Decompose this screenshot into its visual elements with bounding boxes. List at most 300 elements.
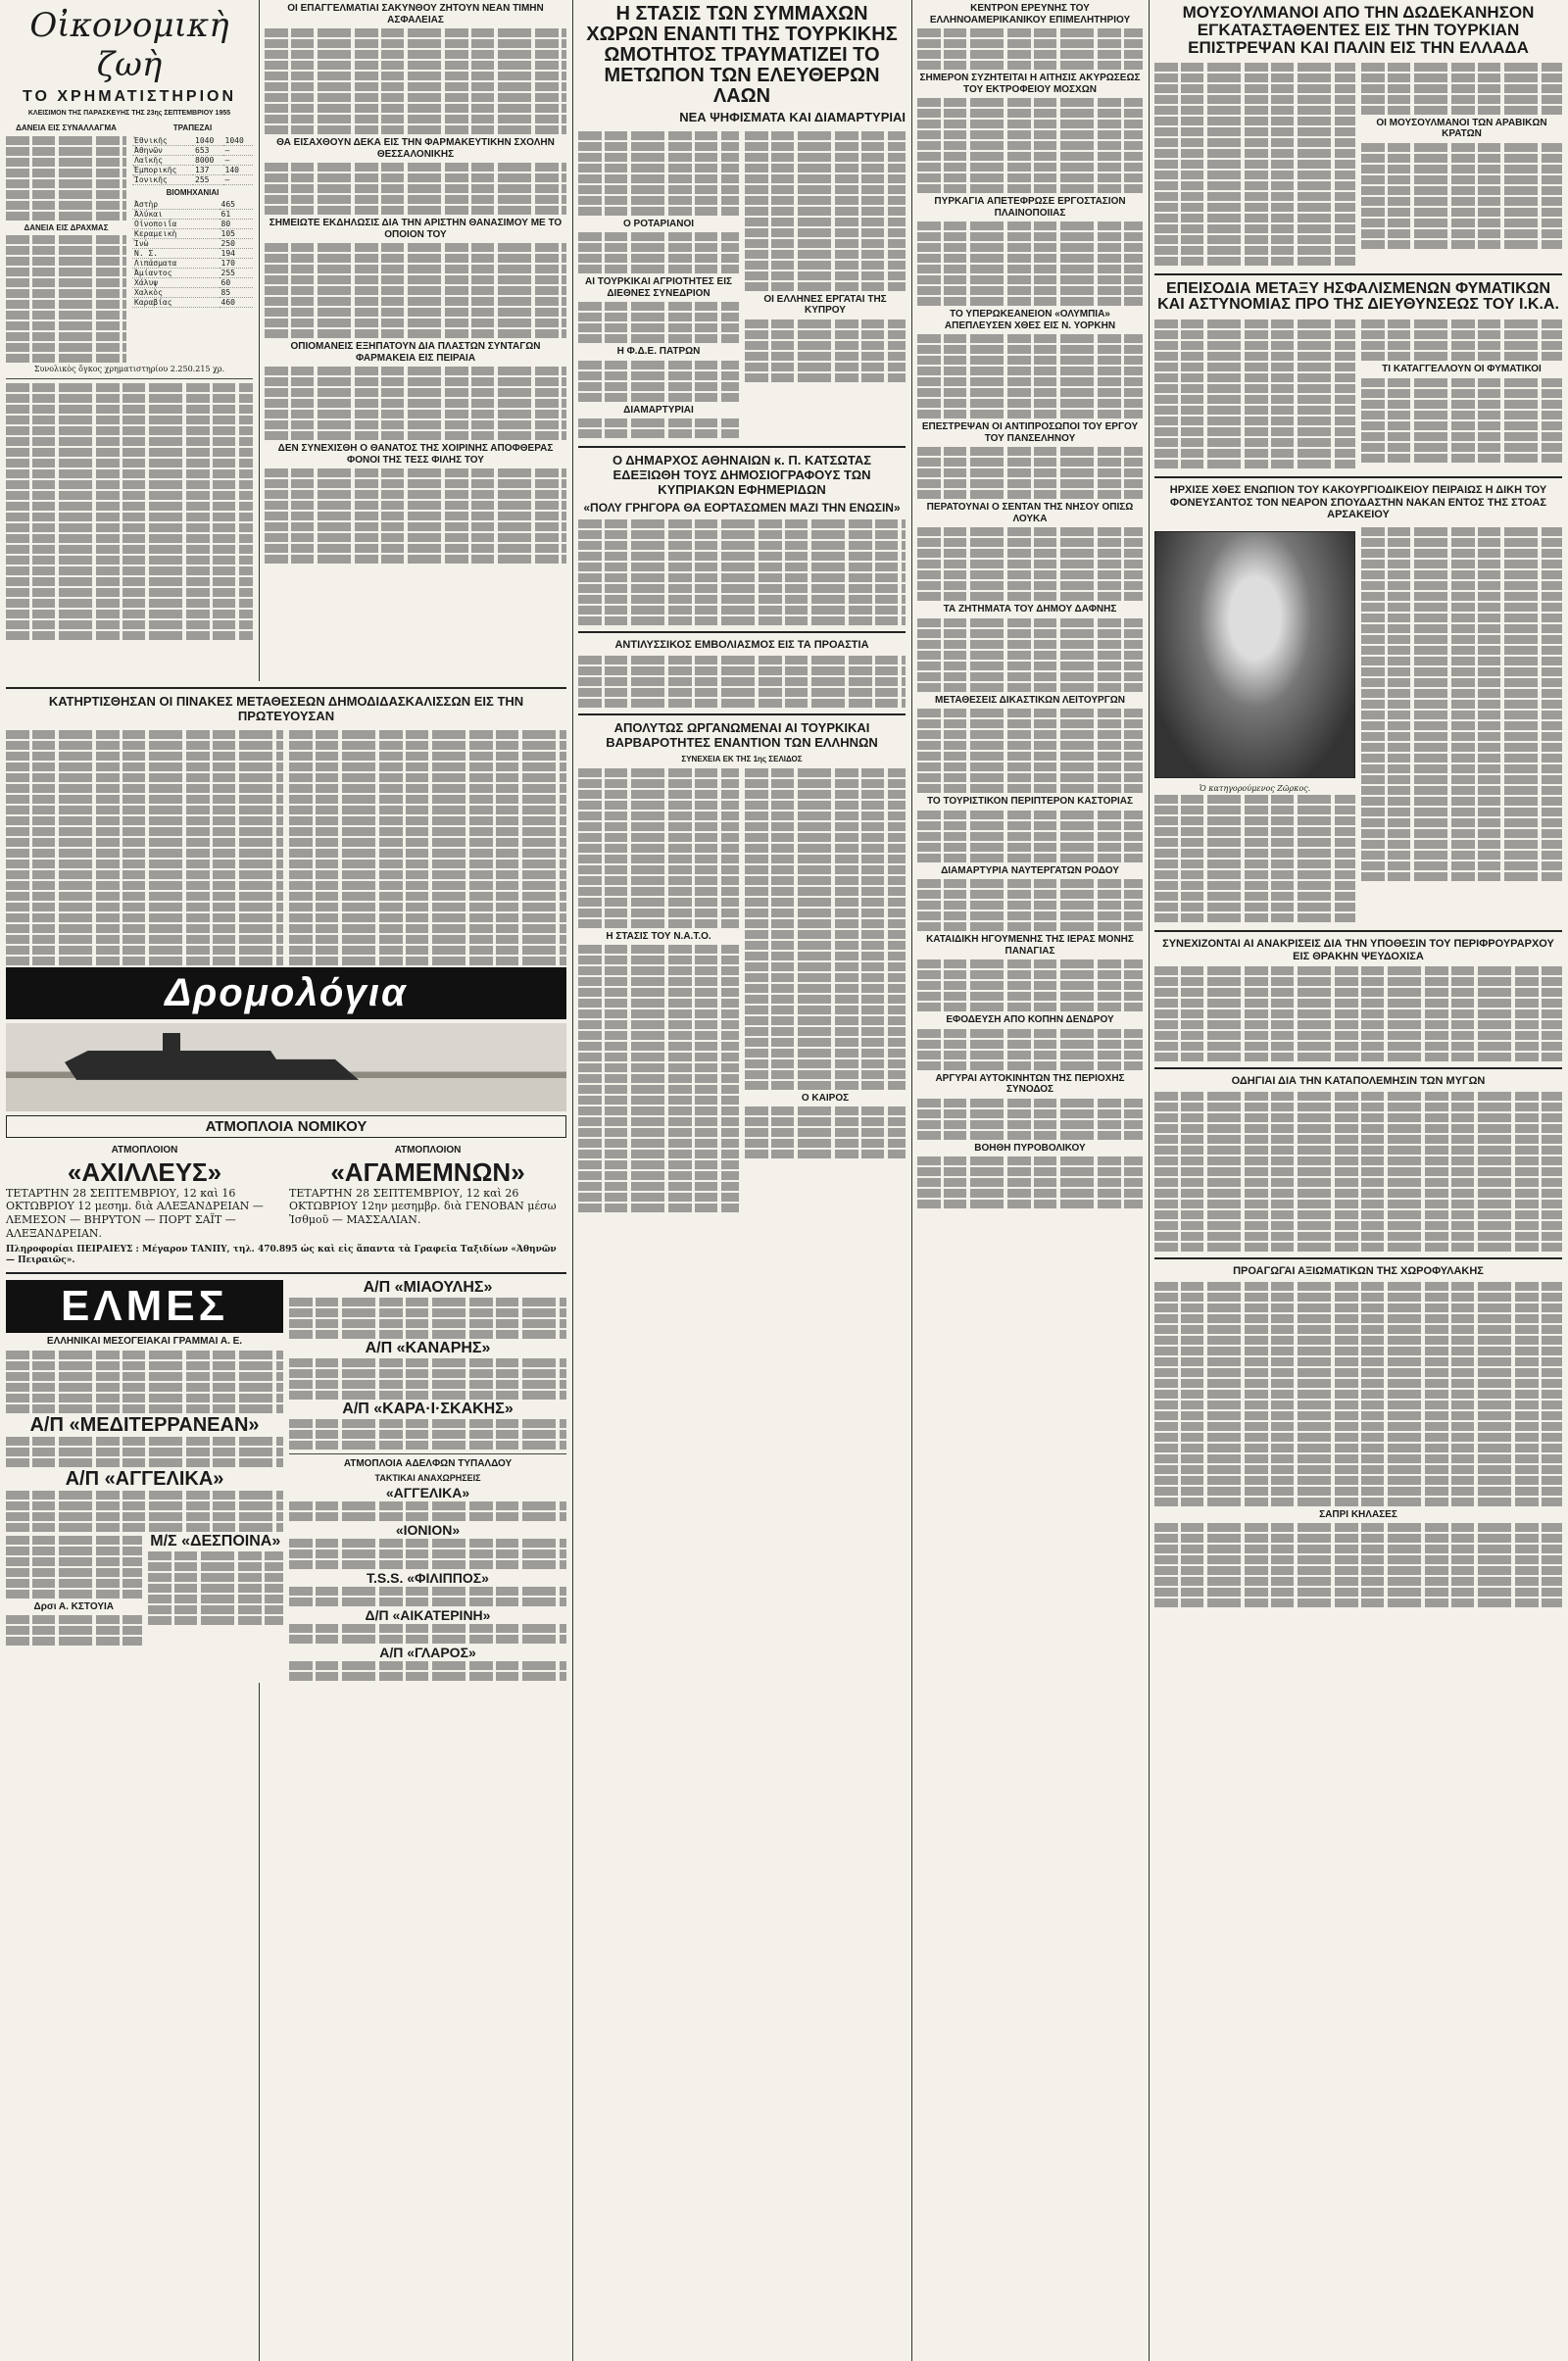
text-line <box>1154 1135 1562 1144</box>
text-line <box>1361 84 1562 93</box>
text-line <box>745 1107 906 1115</box>
text-line <box>6 169 126 177</box>
text-line <box>1154 395 1355 404</box>
headline-tree: ΕΦΟΔΕΥΣΗ ΑΠΟ ΚΟΠΗΝ ΔΕΝΔΡΟΥ <box>946 1014 1114 1025</box>
headline-representatives: ΕΠΕΣΤΡΕΨΑΝ ΟΙ ΑΝΤΙΠΡΟΣΩΠΟΙ ΤΟΥ ΕΡΓΟΥ ΤΟΥ ΠΑΝΣΕΛΗΝΟΥ <box>921 421 1139 444</box>
text-line <box>578 616 906 625</box>
text-line <box>289 1501 566 1510</box>
ship1-schedule: ΤΕΤΑΡΤΗΝ 28 ΣΕΠΤΕΜΒΡΙΟΥ, 12 καὶ 16 ΟΚΤΩΒΡΙΟΥ 12 μεσημ. διὰ ΑΛΕΞΑΝΔΡΕΙΑΝ — ΛΕΜΕΣΟΝ — ΒΗΡΥΤΟΝ — ΠΟΡΤ ΣΑΪΤ — ΑΛΕΞΑΝΔΡΕΙΑΝ. <box>6 1186 264 1240</box>
headline-olympia: ΤΟ ΥΠΕΡΩΚΕΑΝΕΙΟΝ «ΟΛΥΜΠΙΑ» ΑΠΕΠΛΕΥΣΕΝ ΧΘΕΣ ΕΙΣ Ν. ΥΟΡΚΗΝ <box>944 309 1116 331</box>
text-line <box>1154 1433 1562 1442</box>
text-line <box>917 662 1143 670</box>
text-line <box>6 620 253 629</box>
text-line <box>289 957 566 965</box>
text-line <box>745 790 906 799</box>
text-line <box>1154 1523 1562 1532</box>
text-line <box>917 1109 1143 1118</box>
text-line <box>6 1458 283 1467</box>
text-line <box>1154 1031 1562 1040</box>
text-line <box>6 806 283 814</box>
filippos-ship: T.S.S. «ΦΙΛΙΠΠΟΣ» <box>367 1569 489 1586</box>
text-line <box>1361 689 1562 698</box>
text-line <box>1154 181 1355 190</box>
text-line <box>6 448 253 457</box>
text-line <box>6 1351 283 1359</box>
text-line <box>6 1448 283 1456</box>
text-line <box>1361 592 1562 601</box>
text-line <box>1154 320 1355 328</box>
text-line <box>289 762 566 771</box>
text-line <box>289 1358 566 1367</box>
text-line <box>578 232 739 241</box>
text-line <box>578 865 739 874</box>
subhead-rotarians: Ο ΡΟΤΑΡΙΑΝΟΙ <box>622 218 695 229</box>
text-line <box>917 762 1143 771</box>
text-line <box>745 330 906 339</box>
text-line <box>917 672 1143 681</box>
text-line <box>1361 219 1562 227</box>
text-line <box>578 790 739 799</box>
text-line <box>1154 1487 1562 1496</box>
text-line <box>1154 246 1355 255</box>
text-line <box>1154 1577 1562 1586</box>
text-line <box>6 190 126 199</box>
text-line <box>1154 1156 1562 1165</box>
text-line <box>917 243 1143 252</box>
text-line <box>289 784 566 793</box>
headline-judges: ΜΕΤΑΘΕΣΕΙΣ ΔΙΚΑΣΤΙΚΩΝ ΛΕΙΤΟΥΡΓΩΝ <box>935 694 1125 706</box>
text-line <box>745 952 906 960</box>
text-line <box>1154 406 1355 415</box>
text-line <box>289 1298 566 1306</box>
text-line <box>265 420 566 429</box>
table-row: Κεραμεικὴ 105 <box>132 228 253 238</box>
text-line <box>1361 208 1562 217</box>
text-line <box>1361 432 1562 441</box>
text-line <box>1154 417 1355 425</box>
text-line <box>578 1063 739 1072</box>
text-line <box>745 973 906 982</box>
text-line <box>917 221 1143 230</box>
text-line <box>917 719 1143 728</box>
kanaris-ship: Α/Π «ΚΑΝΑΡΗΣ» <box>365 1340 491 1357</box>
text-line <box>917 254 1143 263</box>
text-line <box>745 1038 906 1047</box>
text-line <box>578 1117 739 1126</box>
text-line <box>578 185 739 194</box>
text-line <box>289 1587 566 1596</box>
text-line <box>917 1029 1143 1038</box>
text-line <box>6 246 126 255</box>
table-row: Ἀστὴρ 465 <box>132 200 253 210</box>
text-line <box>578 1193 739 1202</box>
text-line <box>289 730 566 739</box>
text-line <box>1154 827 1355 836</box>
text-line <box>917 50 1143 59</box>
text-line <box>917 468 1143 477</box>
text-line <box>265 72 566 80</box>
text-line <box>917 911 1143 920</box>
text-line <box>265 533 566 542</box>
text-line <box>1361 352 1562 361</box>
text-line <box>289 1672 566 1681</box>
text-line <box>917 922 1143 931</box>
text-line <box>6 762 283 771</box>
text-line <box>917 784 1143 793</box>
text-line <box>745 833 906 842</box>
text-line <box>265 61 566 70</box>
headline-opium: ΟΠΙΟΜΑΝΕΙΣ ΕΞΗΠΑΤΟΥΝ ΔΙΑ ΠΛΑΣΤΩΝ ΣΥΝΤΑΓΩΝ ΦΑΡΜΑΚΕΙΑ ΕΙΣ ΠΕΙΡΑΙΑ <box>290 341 541 364</box>
headline-last: ΣΑΠΡΙ ΚΗΛΑΣΕΣ <box>1319 1508 1397 1520</box>
text-line <box>578 1020 739 1029</box>
text-line <box>1154 1599 1562 1607</box>
text-line <box>265 104 566 113</box>
text-line <box>289 1624 566 1633</box>
text-line <box>1361 635 1562 644</box>
text-line <box>6 1437 283 1446</box>
text-line <box>6 201 126 210</box>
text-line <box>578 945 739 954</box>
text-line <box>1361 754 1562 762</box>
text-line <box>1154 1009 1562 1018</box>
text-line <box>289 903 566 911</box>
text-line <box>6 566 253 575</box>
text-line <box>265 93 566 102</box>
text-line <box>6 957 283 965</box>
text-line <box>917 629 1143 638</box>
text-line <box>917 120 1143 128</box>
text-line <box>917 141 1143 150</box>
headline-dafni: ΤΑ ΖΗΤΗΜΑΤΑ ΤΟΥ ΔΗΜΟΥ ΔΑΦΝΗΣ <box>943 604 1117 615</box>
text-line <box>6 416 253 424</box>
text-line <box>917 1040 1143 1049</box>
text-line <box>1154 806 1355 814</box>
text-line <box>1154 1555 1562 1564</box>
headline-teachers: ΚΑΤΗΡΤΙΣΘΗΣΑΝ ΟΙ ΠΙΝΑΚΕΣ ΜΕΤΑΘΕΣΕΩΝ ΔΗΜΟΔΙΔΑΣΚΑΛΙΣΣΩΝ ΕΙΣ ΤΗΝ ΠΡΩΤΕΥΟΥΣΑΝ <box>48 694 524 723</box>
text-line <box>578 530 906 539</box>
text-line <box>265 115 566 123</box>
text-line <box>289 1661 566 1670</box>
text-line <box>578 131 739 140</box>
text-line <box>578 371 739 380</box>
text-line <box>1154 988 1562 997</box>
text-line <box>265 265 566 273</box>
text-line <box>1361 678 1562 687</box>
headline-kastoria: ΤΟ ΤΟΥΡΙΣΤΙΚΟΝ ΠΕΡΙΠΤΕΡΟΝ ΚΑΣΤΟΡΙΑΣ <box>926 796 1134 807</box>
text-line <box>1154 1325 1562 1334</box>
text-line <box>1361 667 1562 676</box>
headline-calf-farm: ΣΗΜΕΡΟΝ ΣΥΖΗΤΕΙΤΑΙ Η ΑΙΤΗΣΙΣ ΑΚΥΡΩΣΕΩΣ ΤΟΥ ΕΚΤΡΟΦΕΙΟΥ ΜΟΣΧΩΝ <box>919 73 1141 95</box>
text-line <box>1154 966 1562 975</box>
text-line <box>917 1003 1143 1011</box>
text-line <box>6 311 126 320</box>
text-line <box>917 709 1143 717</box>
text-line <box>289 1539 566 1548</box>
divider <box>6 687 566 689</box>
typaldou-subtitle: ΤΑΚΤΙΚΑΙ ΑΝΑΧΩΡΗΣΕΙΣ <box>374 1472 481 1483</box>
text-line <box>1361 786 1562 795</box>
text-line <box>917 479 1143 488</box>
text-line <box>578 382 739 391</box>
text-line <box>745 207 906 216</box>
text-line <box>1154 1053 1562 1061</box>
text-line <box>1154 1210 1562 1219</box>
text-line <box>1154 373 1355 382</box>
text-line <box>917 1061 1143 1070</box>
ship2-name: «ΑΓΑΜΕΜΝΩΝ» <box>330 1156 525 1187</box>
aikaterini-ship: Δ/Π «ΑΙΚΑΤΕΡΙΝΗ» <box>365 1606 491 1623</box>
text-line <box>1154 1293 1562 1302</box>
text-line <box>1154 138 1355 147</box>
text-line <box>289 1308 566 1317</box>
headline-death: ΔΕΝ ΣΥΝΕΧΙΣΘΗ Ο ΘΑΝΑΤΟΣ ΤΗΣ ΧΟΙΡΙΝΗΣ ΑΠΟΦΘΕΡΑΣ ΦΟΝΟΙ ΤΗΣ ΤΕΣΣ ΦΙΛΗΣ ΤΟΥ <box>277 443 554 466</box>
text-line <box>745 995 906 1004</box>
despoina-ship: Μ/Σ «ΔΕΣΠΟΙΝΑ» <box>150 1532 281 1549</box>
text-line <box>917 458 1143 467</box>
text-line <box>1154 1336 1562 1345</box>
text-line <box>6 394 253 403</box>
text-line <box>289 816 566 825</box>
text-line <box>1361 411 1562 419</box>
text-line <box>1154 1476 1562 1485</box>
text-line <box>1361 700 1562 709</box>
headline-rhodes-seamen: ΔΙΑΜΑΡΤΥΡΙΑ ΝΑΥΤΕΡΓΑΤΩΝ ΡΟΔΟΥ <box>941 864 1119 876</box>
text-line <box>745 855 906 863</box>
text-line <box>148 1584 284 1593</box>
text-line <box>917 61 1143 70</box>
text-line <box>289 1512 566 1521</box>
text-line <box>1361 808 1562 816</box>
mayor-quote: «ΠΟΛΥ ΓΡΗΓΟΡΑ ΘΑ ΕΟΡΤΑΣΩΜΕΝ ΜΑΖΙ ΤΗΝ ΕΝΩΣΙΝ» <box>583 501 901 516</box>
text-line <box>6 354 126 363</box>
text-line <box>265 479 566 488</box>
text-line <box>1154 106 1355 115</box>
text-line <box>1361 721 1562 730</box>
text-line <box>265 544 566 553</box>
text-line <box>289 752 566 761</box>
headline-flies: ΟΔΗΓΙΑΙ ΔΙΑ ΤΗΝ ΚΑΤΑΠΟΛΕΜΗΣΙΝ ΤΩΝ ΜΥΓΩΝ <box>1231 1075 1486 1088</box>
text-line <box>578 656 906 664</box>
text-line <box>265 82 566 91</box>
text-line <box>1154 870 1355 879</box>
text-line <box>745 261 906 270</box>
text-line <box>6 278 126 287</box>
text-line <box>6 881 283 890</box>
text-line <box>745 919 906 928</box>
text-line <box>578 1139 739 1148</box>
divider <box>1154 273 1562 275</box>
text-line <box>6 849 283 858</box>
text-line <box>578 1182 739 1191</box>
text-line <box>1154 1465 1562 1474</box>
glaros-ship: Α/Π «ΓΛΑΡΟΣ» <box>379 1644 476 1660</box>
text-line <box>6 610 253 618</box>
text-line <box>289 827 566 836</box>
text-line <box>148 1551 284 1560</box>
text-line <box>1361 106 1562 115</box>
text-line <box>578 174 739 183</box>
lead-headline: Η ΣΤΑΣΙΣ ΤΩΝ ΣΥΜΜΑΧΩΝ ΧΩΡΩΝ ΕΝΑΝΤΙ ΤΗΣ ΤΟΥΡΚΙΚΗΣ ΩΜΟΤΗΤΟΣ ΤΡΑΥΜΑΤΙΖΕΙ ΤΟ ΜΕΤΩΠΟΝ ΤΩΝ ΕΛΕΥΘΕΡΩΝ ΛΑΩΝ <box>586 3 898 107</box>
text-line <box>578 142 739 151</box>
text-line <box>1361 549 1562 558</box>
text-line <box>917 843 1143 852</box>
text-line <box>578 302 739 311</box>
text-line <box>265 184 566 193</box>
headline-abbess: ΚΑΤΑΙΔΙΚΗ ΗΓΟΥΜΕΝΗΣ ΤΗΣ ΙΕΡΑΣ ΜΟΝΗΣ ΠΑΝΑΓΙΑΣ <box>926 934 1134 957</box>
text-line <box>6 870 283 879</box>
text-line <box>1154 903 1355 911</box>
text-line <box>265 329 566 338</box>
kstoyia-ad: Δρσι Α. ΚΣΤΟΥΙΑ <box>33 1600 114 1612</box>
text-line <box>1154 384 1355 393</box>
text-line <box>917 163 1143 172</box>
text-line <box>6 257 126 266</box>
text-line <box>917 618 1143 627</box>
text-line <box>745 373 906 382</box>
text-line <box>578 919 739 928</box>
text-line <box>1154 1314 1562 1323</box>
text-line <box>265 254 566 263</box>
text-line <box>1154 63 1355 72</box>
text-line <box>148 1616 284 1625</box>
text-line <box>578 563 906 571</box>
text-line <box>745 876 906 885</box>
text-line <box>1154 427 1355 436</box>
text-line <box>745 164 906 172</box>
text-line <box>289 935 566 944</box>
text-line <box>917 399 1143 408</box>
text-line <box>578 334 739 343</box>
text-line <box>745 1139 906 1148</box>
nomikou-ships <box>6 1142 566 1243</box>
text-line <box>6 459 253 467</box>
text-line <box>917 1051 1143 1059</box>
text-line <box>6 1394 283 1402</box>
text-line <box>745 239 906 248</box>
text-line <box>6 158 126 167</box>
text-line <box>1154 363 1355 371</box>
text-line <box>6 946 283 955</box>
text-line <box>917 275 1143 284</box>
text-line <box>6 513 253 521</box>
text-line <box>1361 175 1562 184</box>
text-line <box>6 1501 283 1510</box>
text-line <box>1154 1092 1562 1101</box>
text-line <box>917 592 1143 601</box>
text-line <box>917 297 1143 306</box>
text-line <box>745 930 906 939</box>
text-line <box>917 184 1143 193</box>
text-line <box>6 924 283 933</box>
text-line <box>917 265 1143 273</box>
text-line <box>6 913 283 922</box>
text-line <box>1361 74 1562 82</box>
total-volume: Συνολικὸς ὄγκος χρηματιστηρίου 2.250.215 χρ. <box>33 364 225 373</box>
text-line <box>578 573 906 582</box>
text-line <box>1361 797 1562 806</box>
text-line <box>289 1430 566 1439</box>
text-line <box>265 522 566 531</box>
text-line <box>265 319 566 327</box>
subhead-cyprus-workers: ΟΙ ΕΛΛΗΝΕΣ ΕΡΓΑΤΑΙ ΤΗΣ ΚΥΠΡΟΥ <box>763 293 887 317</box>
text-line <box>1361 378 1562 387</box>
text-line <box>1154 1232 1562 1241</box>
text-line <box>265 399 566 408</box>
text-line <box>917 1200 1143 1208</box>
text-line <box>917 39 1143 48</box>
text-line <box>745 1150 906 1158</box>
text-line <box>1154 1379 1562 1388</box>
text-line <box>917 377 1143 386</box>
text-line <box>917 730 1143 739</box>
text-line <box>578 801 739 810</box>
text-line <box>265 512 566 520</box>
text-line <box>6 730 283 739</box>
text-line <box>1154 816 1355 825</box>
text-line <box>1361 861 1562 870</box>
text-line <box>6 773 283 782</box>
text-line <box>917 28 1143 37</box>
text-line <box>745 909 906 917</box>
text-line <box>265 39 566 48</box>
text-line <box>1154 1444 1562 1452</box>
text-line <box>1361 775 1562 784</box>
text-line <box>1154 257 1355 266</box>
text-line <box>578 254 739 263</box>
text-line <box>578 196 739 205</box>
text-line <box>6 1383 283 1392</box>
text-line <box>1154 1103 1562 1111</box>
text-line <box>578 956 739 964</box>
text-line <box>745 1006 906 1014</box>
divider <box>1154 476 1562 478</box>
text-line <box>6 491 253 500</box>
text-line <box>6 1491 283 1500</box>
text-line <box>289 849 566 858</box>
table-row: Ἀθηνῶν 653 — <box>132 145 253 155</box>
market-tables <box>6 121 253 364</box>
text-line <box>917 1156 1143 1165</box>
text-line <box>745 1049 906 1058</box>
text-line <box>578 361 739 369</box>
text-line <box>917 232 1143 241</box>
text-line <box>6 480 253 489</box>
text-line <box>578 207 739 216</box>
text-line <box>1154 1401 1562 1409</box>
text-line <box>1154 1411 1562 1420</box>
text-line <box>578 313 739 321</box>
text-line <box>917 773 1143 782</box>
karaiskakis-ship: Α/Π «ΚΑΡΑ·Ι·ΣΚΑΚΗΣ» <box>342 1401 514 1418</box>
text-line <box>578 966 739 975</box>
text-line <box>917 286 1143 295</box>
text-line <box>1361 818 1562 827</box>
text-line <box>289 773 566 782</box>
text-line <box>289 924 566 933</box>
text-line <box>6 469 253 478</box>
text-line <box>265 286 566 295</box>
text-line <box>1361 851 1562 860</box>
text-line <box>745 218 906 226</box>
table-row: Χαλκὸς 85 <box>132 287 253 297</box>
text-line <box>265 50 566 59</box>
text-line <box>745 898 906 907</box>
text-line <box>745 131 906 140</box>
subhead-tb-patients: ΤΙ ΚΑΤΑΓΓΕΛΛΟΥΝ ΟΙ ΦΥΜΑΤΙΚΟΙ <box>1382 364 1542 375</box>
text-line <box>917 345 1143 354</box>
text-line <box>745 962 906 971</box>
text-line <box>1154 95 1355 104</box>
